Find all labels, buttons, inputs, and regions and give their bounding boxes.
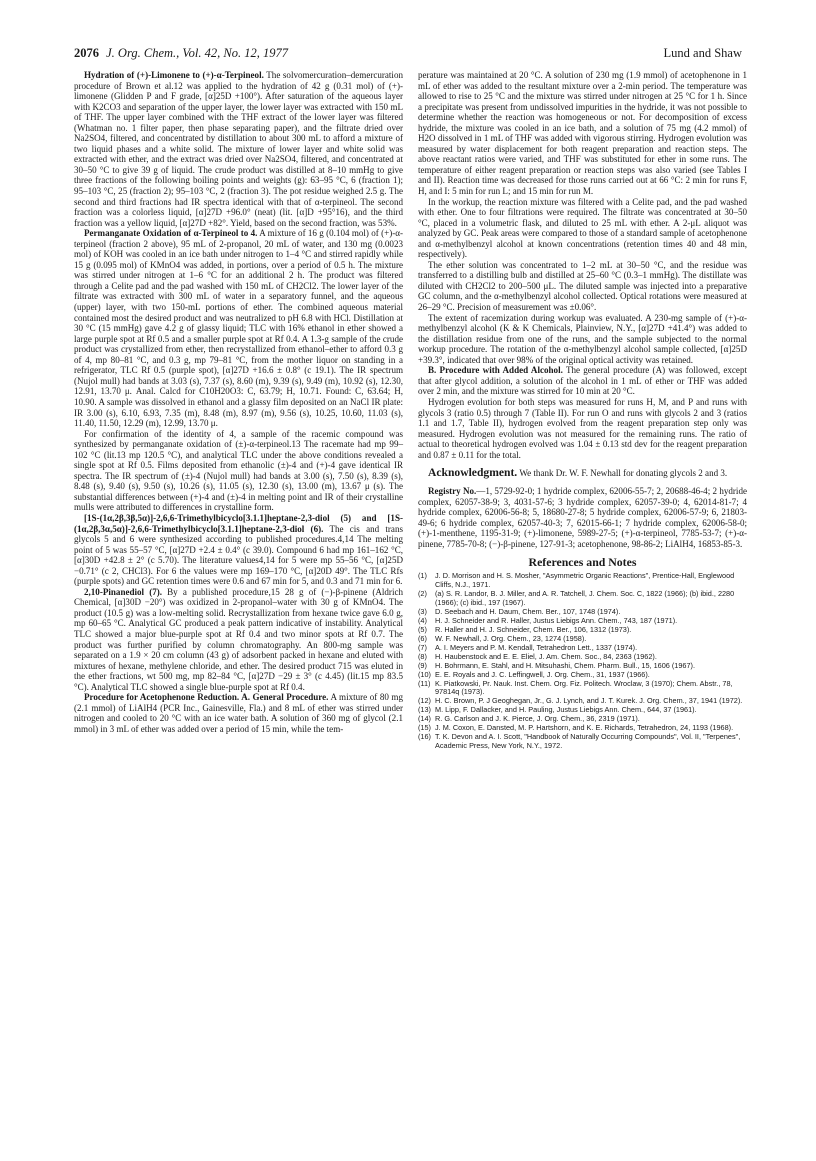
paragraph-text: The extent of racemization during workup was evaluated. A 230-mg sample of (+)-α-methylbenzyl alcohol (K & K Chemicals, Plainview, N.Y., [α]27D +41.4°) was added to the distillation residue from one of the runs, and the sample subjected to the normal workup procedure. The rotation of the α-methylbenzyl alcohol sample collected, [α]25D +39.3°, indicated that over 98% of the original optical activity was retained. — [418, 312, 747, 365]
paragraph-text: The solvomercuration–demercuration procedure of Brown et al.12 was applied to the hydration of 42 g (0.31 mol) of (+)-limonene (Glidden P and F grade, [α]25D +100°). After saturation of the aqueous layer with K2CO3 and separation of the upper layer, the lower layer was extracted with 150 mL of THF. The upper layer combined with the THF extract of the lower layer was filtered (Whatman no. 1 filter paper, then phase separating paper), and the filtrate dried over Na2SO4, filtered, and concentrated by distillation to about 300 mL to afford a mixture of two liquid phases and a white solid. The mixture of lower layer and white solid was extracted with ether, and the extract was dried over Na2SO4, filtered, and concentrated at 30–50 °C to give 39 g of liquid. The crude product was distilled at 8–10 mmHg to give three fractions of the following boiling points and weights (g): 63–95 °C, 6 (fraction 1); 95–103 °C, 25 (fraction 2); 95–103 °C, 2 (fraction 3). The pot residue weighed 2.5 g. The second and third fractions had IR spectra identical with that of α-terpineol. The second fraction was a colorless liquid, [α]27D +96.0° (neat) (lit. [α]D +95°16), and the third fraction was a yellow liquid, [α]27D +82°. Yield, based on the second fraction, was 53%. — [74, 70, 403, 228]
right_column-paragraph — [418, 397, 747, 460]
section-heading: 2,10-Pinanediol (7). — [84, 586, 163, 597]
reference-item — [418, 733, 747, 751]
section-heading: Hydration of (+)-Limonene to (+)-α-Terpineol. — [84, 70, 264, 80]
reference-number: (6) — [418, 633, 427, 643]
reference-text: R. G. Carlson and J. K. Pierce, J. Org. Chem., 36, 2319 (1971). — [435, 714, 640, 724]
references-list — [418, 572, 747, 751]
reference-text: M. Lipp, F. Dallacker, and H. Pauling, Justus Liebigs Ann. Chem., 644, 37 (1961). — [435, 705, 697, 715]
reference-item — [418, 590, 747, 608]
reference-number: (13) — [418, 705, 431, 715]
reference-text: J. D. Morrison and H. S. Mosher, "Asymmetric Organic Reactions", Prentice-Hall, Englewood Cliffs, N.J., 1971. — [435, 571, 735, 590]
paragraph-text: A mixture of 80 mg (2.1 mmol) of LiAlH4 (PCR Inc., Gainesville, Fla.) and 8 mL of ether was stirred under nitrogen and cooled to 20 °C with an ice water bath. A solution of 360 mg of glycol (2.1 mmol) in 3 mL of ether was added over a period of 15 min, while the tem- — [74, 692, 403, 734]
page-header — [74, 46, 742, 64]
reference-number: (11) — [418, 678, 431, 688]
reference-text: R. Haller and H. J. Schneider, Chem. Ber., 106, 1312 (1973). — [435, 624, 632, 634]
paragraph-text: The ether solution was concentrated to 1–2 mL at 30–50 °C, and the residue was transferred to a distilling bulb and distilled at 25–60 °C (0.3–1 mmHg). The distillate was diluted with CH2Cl2 to 200–500 μL. The diluted sample was injected into a preparative GC column, and the α-methylbenzyl alcohol collected. Optical rotations were measured at 26–29 °C. Precision of measurement was ±0.06°. — [418, 259, 747, 313]
reference-number: (2) — [418, 588, 427, 598]
reference-text: J. M. Coxon, E. Dansted, M. P. Hartshorn, and K. E. Richards, Tetrahedron, 24, 1193 (1968). — [435, 723, 734, 733]
reference-number: (3) — [418, 606, 427, 616]
reference-text: E. E. Royals and J. C. Leffingwell, J. Org. Chem., 31, 1937 (1966). — [435, 669, 650, 679]
acknowledgment-heading: Acknowledgment. — [428, 466, 518, 480]
reference-text: D. Seebach and H. Daum, Chem. Ber., 107, 1748 (1974). — [435, 606, 621, 616]
left_column-paragraph — [74, 587, 403, 692]
left-column — [74, 70, 403, 734]
reference-number: (9) — [418, 660, 427, 670]
reference-number: (12) — [418, 696, 431, 706]
reference-number: (14) — [418, 714, 431, 724]
reference-text: A. I. Meyers and P. M. Kendall, Tetrahedron Lett., 1337 (1974). — [435, 642, 638, 652]
paragraph-text: A mixture of 16 g (0.104 mol) of (+)-α-terpineol (fraction 2 above), 95 mL of 2-propanol, 20 mL of water, and 130 mg (0.0023 mol) of KOH was cooled in an ice bath under nitrogen to 1–4 °C and stirred rapidly while 15 g (0.095 mol) of KMnO4 was added, in portions, over a period of 0.5 h. The mixture was stirred under nitrogen at 1–6 °C for an additional 2 h. The product was filtered through a Celite pad and the pad washed with 150 mL of CH2Cl2. The lower layer of the filtrate was extracted with 300 mL of water in a separatory funnel, and the aqueous (upper) layer, with two 150-mL portions of ether. The combined aqueous material contained most the desired product and was neutralized to pH 6.8 with HCl. Distillation at 30 °C (15 mmHg) gave 4.2 g of glassy liquid; TLC with 16% ethanol in ether showed a large purple spot at Rf 0.5 and a smaller purple spot at Rf 0.4. A 1.3-g sample of the crude product was crystallized from ether, then recrystallized from ethanol–ether to afford 0.3 g of 4, mp 80–81 °C, and 0.3 g, mp 79–81 °C, from the mother liquor on standing in a refrigerator, TLC Rf 0.5 (purple spot), [α]27D +16.6 ± 0.8° (c 19.1). The IR spectrum (Nujol mull) had bands at 3.03 (s), 7.37 (s), 8.60 (m), 9.39 (s), 9.49 (m), 10.92 (s), 12.30, 12.91, 13.70 μ. Anal. Calcd for C10H20O3: C, 63.79; H, 10.71. Found: C, 63.64; H, 10.90. A sample was dissolved in ethanol and a glassy film deposited on an NaCl IR plate: IR 3.00 (s), 6.10, 6.93, 7.35 (m), 8.48 (m), 8.97 (m), 9.56 (s), 10.25, 10.60, 11.03 (s), 11.40, 11.50, 12.29 (m), 12.99, 13.70 μ. — [74, 228, 403, 429]
page-number: 2076 — [74, 46, 99, 60]
left_column-paragraph — [74, 429, 403, 513]
reference-text: H. C. Brown, P. J Geoghegan, Jr., G. J. Lynch, and J. T. Kurek. J. Org. Chem., 37, 1941 (1972). — [435, 696, 743, 706]
reference-text: (a) S. R. Landor, B. J. Miller, and A. R. Tatchell, J. Chem. Soc. C, 1822 (1966); (b) ibid., 2280 (1966); (c) ibid., 197 (1967). — [435, 588, 735, 607]
reference-number: (16) — [418, 732, 431, 742]
right_column-paragraph — [418, 260, 747, 313]
acknowledgment-text: We thank Dr. W. F. Newhall for donating glycols 2 and 3. — [517, 468, 728, 479]
reference-text: W. F. Newhall, J. Org. Chem., 23, 1274 (1958). — [435, 633, 587, 643]
registry-heading: Registry No. — [428, 486, 477, 497]
registry-text: —1, 5729-92-0; 1 hydride complex, 62006-55-7; 2, 20688-46-4; 2 hydride complex, 62057-38-9; 3, 4031-57-6; 3 hydride complex, 62057-39-0; 4, 62014-81-7; 4 hydride complex, 62006-56-8; 5, 18680-27-8; 5 hydride complex, 62006-57-9; 6, 21803-49-6; 6 hydride complex, 62057-40-3; 7, 62015-66-1; 7 hydride complex, 62006-58-0; (+)-1-menthene, 1195-31-9; (+)-limonene, 5989-27-5; (+)-α-terpineol, 7785-53-7; (+)-α-pinene, 7785-70-8; (−)-β-pinene, 127-91-3; acetophenone, 98-86-2; LiAlH4, 16853-85-3. — [418, 486, 747, 549]
reference-text: K. Piatkowski, Pr. Nauk. Inst. Chem. Org. Fiz. Politech. Wroclaw, 3 (1970); Chem. Abstr., 78, 97814q (1973). — [435, 678, 733, 697]
paragraph-text: By a published procedure,15 28 g of (−)-β-pinene (Aldrich Chemical, [α]30D −20°) was oxidized in 2-propanol–water with 30 g of KMnO4. The product (10.5 g) was a low-melting solid. Recrystallization from hexane twice gave 6.0 g, mp 60–65 °C. Analytical GC produced a peak pattern indicative of instability. Analytical TLC showed a major blue-purple spot at Rf 0.4 and two minor spots at Rf 0.7. The product was further purified by column chromatography. An 800-mg sample was separated on a 1.9 × 20 cm column (43 g) of adsorbent packed in hexane and eluted with mixtures of hexane, methylene chloride, and ether. The desired product 715 was eluted in the ether fractions, wt 500 mg, mp 82–84 °C, [α]27D −29 ± 3° (c 4.45) (lit.15 mp 83.5 °C). Analytical TLC showed a single blue-purple spot at Rf 0.4. — [74, 586, 404, 692]
reference-number: (4) — [418, 615, 427, 625]
paragraph-text: For confirmation of the identity of 4, a sample of the racemic compound was synthesized by permanganate oxidation of (±)-α-terpineol.13 The racemate had mp 99–102 °C (lit.13 mp 120.5 °C), and analytical TLC under the above conditions revealed a single spot at Rf 0.5. Films deposited from ethanolic (±)-4 and (+)-4 gave identical IR spectra. The IR spectrum of (±)-4 (Nujol mull) had bands at 3.00 (s), 7.50 (s), 8.39 (s), 8.48 (s), 9.40 (s), 9.50 (s), 10.26 (s), 11.05 (s), 12.30 (s), 13.00 (m), 13.67 μ (s). The substantial differences between (+)-4 and (±)-4 in melting point and IR of their crystalline mulls were attributed to differences in crystalline form. — [74, 428, 403, 513]
paragraph-text: Hydrogen evolution for both steps was measured for runs H, M, and P and runs with glycols 3 (ratio 0.5) through 7 (Table II). For run O and runs with glycols 2 and 3 (ratios 1.1 and 1.7, Table II), hydrogen evolved from the reagent preparation step only was measured. Hydrogen evolution was not measured for the remaining runs. The ratio of actual to theoretical hydrogen evolved was 1.04 ± 0.13 std dev for the reagent preparation and 0.87 ± 0.11 for the total. — [418, 396, 747, 460]
reference-item — [418, 572, 747, 590]
right_column-paragraph — [418, 70, 747, 197]
reference-text: H. J. Schneider and R. Haller, Justus Liebigs Ann. Chem., 743, 187 (1971). — [435, 615, 678, 625]
section-heading: Procedure for Acetophenone Reduction. A. General Procedure. — [84, 692, 329, 703]
reference-number: (1) — [418, 571, 427, 581]
left_column-paragraph — [74, 513, 403, 587]
journal-citation: J. Org. Chem., Vol. 42, No. 12, 1977 — [106, 46, 288, 60]
right-column-body — [418, 70, 747, 460]
registry-paragraph — [418, 486, 747, 549]
reference-number: (5) — [418, 624, 427, 634]
paragraph-text: The general procedure (A) was followed, except that after glycol addition, a solution of the alcohol in 1 mL of ether or THF was added over 2 min, and the mixture was stirred for 10 min at 20 °C. — [418, 365, 747, 397]
left_column-paragraph — [74, 228, 403, 428]
reference-text: H. Bohrmann, E. Stahl, and H. Mitsuhashi, Chem. Pharm. Bull., 15, 1606 (1967). — [435, 660, 695, 670]
reference-text: T. K. Devon and A. I. Scott, "Handbook of Naturally Occurring Compounds", Vol. II, "Terpenes", Academic Press, New York, N.Y., 1972. — [435, 732, 741, 751]
reference-number: (7) — [418, 642, 427, 652]
paragraph-text: perature was maintained at 20 °C. A solution of 230 mg (1.9 mmol) of acetophenone in 1 mL of ether was added to the resultant mixture over a 2-min period. The temperature was allowed to rise to 25 °C and the mixture was stirred under nitrogen at 25 °C for 1 h. Since a precipitate was present from undissolved impurities in the hydride, it was not possible to determine whether the reaction was homogeneous or not. For decomposition of excess hydride, the mixture was cooled in an ice bath, and a solution of 75 mg (4.2 mmol) of H2O dissolved in 1 mL of THF was added with vigorous stirring. Hydrogen evolution was measured by water displacement for both reagent preparation and reaction steps. The above reactant ratios were varied, and THF was substituted for ether in some runs. The temperature of either reagent preparation or reaction steps was also varied (see Tables I and II). Reaction time was decreased for those runs carried out at 66 °C: 2 min for runs F, H, and I: 5 min for run L; and 15 min for run M. — [418, 70, 747, 197]
paragraph-text: In the workup, the reaction mixture was filtered with a Celite pad, and the pad washed with ether. One to four filtrations were required. The filtrate was concentrated at 30–50 °C, placed in a volumetric flask, and diluted to 25 mL with ether. A 2-μL aliquot was analyzed by GC. Peak areas were compared to those of a standard sample of acetophenone and α-methylbenzyl alcohol at known concentrations (retention times 40 and 48 min, respectively). — [418, 196, 747, 260]
right_column-paragraph — [418, 197, 747, 260]
paragraph-text: The cis and trans glycols 5 and 6 were synthesized according to published procedures.4,14 The melting point of 5 was 55–57 °C, [α]27D +2.4 ± 0.4° (c 39.0). Compound 6 had mp 161–162 °C, [α]30D +42.8 ± 2° (c 5.70). The literature values4,14 for 5 were mp 55–56 °C, [α]25D −0.71° (c 2, CHCl3). For 6 the values were mp 169–170 °C, [α]20D 49°. The TLC Rfs (purple spots) and GC retention times were 0.6 and 67 min for 5, and 0.3 and 71 min for 6. — [74, 523, 403, 587]
running-head-authors: Lund and Shaw — [663, 46, 742, 60]
section-heading: [1S-(1α,2β,3β,5α)]-2,6,6-Trimethylbicyclo[3.1.1]heptane-2,3-diol (5) and [1S-(1α,2β,3α,5α)]-2,6,6-Trimethylbicyclo[3.1.1]heptane-2,3-diol (6). — [74, 512, 403, 534]
reference-item — [418, 680, 747, 698]
acknowledgment-paragraph — [418, 466, 747, 480]
section-heading: B. Procedure with Added Alcohol. — [428, 365, 563, 376]
reference-number: (8) — [418, 651, 427, 661]
right_column-paragraph — [418, 365, 747, 397]
references-title: References and Notes — [528, 554, 637, 569]
reference-number: (10) — [418, 669, 431, 679]
right-column — [418, 70, 747, 751]
left_column-paragraph — [74, 70, 403, 228]
reference-text: H. Haubenstock and E. E. Eliel, J. Am. Chem. Soc., 84, 2363 (1962). — [435, 651, 657, 661]
right_column-paragraph — [418, 313, 747, 366]
left_column-paragraph — [74, 692, 403, 734]
section-heading: Permanganate Oxidation of α-Terpineol to 4. — [84, 228, 258, 239]
reference-number: (15) — [418, 723, 431, 733]
